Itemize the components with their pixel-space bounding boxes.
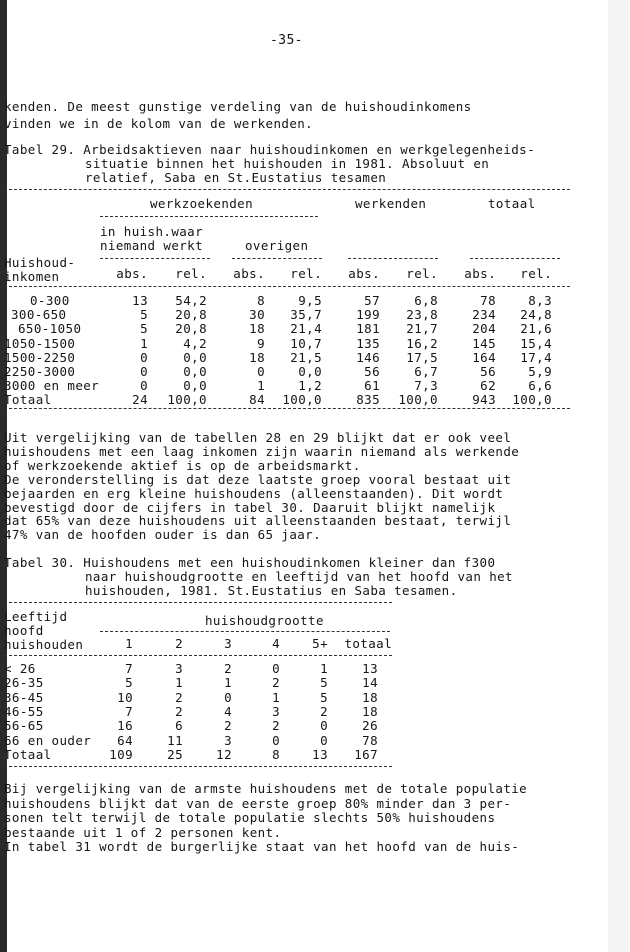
column-header: 5+: [312, 636, 328, 651]
table-cell: 30: [249, 307, 265, 323]
paragraph-line: dat 65% van deze huishoudens uit alleenstaanden bestaat, terwijl: [4, 513, 512, 529]
table-cell: 0: [224, 689, 232, 705]
table-cell: 146: [356, 349, 380, 365]
table-cell: 18: [249, 321, 265, 337]
paragraph-line: kenden. De meest gunstige verdeling van de huishoudinkomens: [4, 99, 472, 114]
table-cell: 2: [224, 661, 232, 676]
table-cell: 10,7: [290, 335, 322, 351]
table30-caption: huishouden, 1981. St.Eustatius en Saba tesamen.: [85, 583, 458, 598]
table-cell: 100,0: [167, 392, 207, 408]
table-cell: 0: [320, 732, 328, 748]
table-cell: 57: [364, 293, 380, 308]
column-header: totaal: [344, 636, 392, 651]
table-cell: 13: [312, 746, 328, 762]
paragraph-line: bestaande uit 1 of 2 personen kent.: [4, 824, 282, 840]
table-cell: 5,9: [528, 364, 552, 379]
column-header: abs.: [464, 266, 496, 281]
table-cell: 64: [117, 732, 133, 748]
table-cell: 5: [140, 307, 148, 323]
table-rule: [4, 408, 570, 409]
table-rule: [470, 258, 560, 259]
paragraph-line: bejaarden en erg kleine huishoudens (alleenstaanden). Dit wordt: [4, 485, 504, 501]
table-rule: [4, 189, 570, 190]
table-cell: 3: [224, 732, 232, 748]
table-cell: 1,2: [298, 378, 322, 394]
table30-caption: Tabel 30. Huishoudens met een huishoudinkomen kleiner dan f300: [4, 555, 496, 570]
paragraph-line: huishoudens met een laag inkomen zijn waarin niemand als werkende: [4, 443, 520, 459]
table29-caption: relatief, Saba en St.Eustatius tesamen: [85, 170, 387, 185]
table-cell: 1: [257, 378, 265, 394]
table-cell: 9,5: [298, 293, 322, 308]
row-header: huishouden: [4, 637, 84, 652]
table-cell: 16,2: [406, 335, 438, 351]
row-label: 1050-1500: [4, 335, 76, 351]
table-rule: [348, 258, 438, 259]
table-cell: 0,0: [298, 364, 322, 379]
table-cell: 23,8: [406, 307, 438, 323]
table-cell: 54,2: [175, 293, 207, 308]
table-cell: 0: [320, 718, 328, 734]
table-rule: [4, 602, 392, 603]
table-cell: 145: [472, 335, 496, 351]
table-cell: 15,4: [520, 335, 552, 351]
table-cell: 18: [362, 689, 378, 705]
row-label: 3000 en meer: [4, 378, 100, 394]
table-cell: 7: [125, 703, 133, 719]
table-cell: 0: [140, 364, 148, 379]
table-cell: 14: [362, 675, 378, 691]
table-cell: 0: [272, 732, 280, 748]
column-group-header: werkenden: [355, 196, 427, 211]
table29-caption: situatie binnen het huishouden in 1981. Absoluut en: [85, 156, 490, 171]
paragraph-line: of werkzoekende aktief is op de arbeidsmarkt.: [4, 457, 361, 473]
table29-caption: Tabel 29. Arbeidsaktieven naar huishoudinkomen en werkgelegenheids-: [4, 142, 536, 157]
table-cell: 2: [224, 718, 232, 734]
table-cell: 24,8: [520, 307, 552, 323]
table-cell: 84: [249, 392, 265, 408]
paragraph-line: De veronderstelling is dat deze laatste groep vooral bestaat uit: [4, 471, 512, 487]
table-cell: 7: [125, 661, 133, 676]
table-cell: 62: [480, 378, 496, 394]
table-cell: 8,3: [528, 293, 552, 308]
table-cell: 2: [175, 689, 183, 705]
table-cell: 0,0: [183, 349, 207, 365]
table-cell: 1: [224, 675, 232, 691]
table-cell: 2: [272, 718, 280, 734]
table-cell: 25: [167, 746, 183, 762]
table-cell: 6,8: [414, 293, 438, 308]
table-cell: 11: [167, 732, 183, 748]
table-cell: 24: [132, 392, 148, 408]
row-label: 56-65: [4, 718, 44, 734]
table-cell: 21,4: [290, 321, 322, 337]
table-cell: 12: [216, 746, 232, 762]
table-cell: 16: [117, 718, 133, 734]
table-cell: 35,7: [290, 307, 322, 323]
row-label: 36-45: [4, 689, 44, 705]
table30-caption: naar huishoudgrootte en leeftijd van het hoofd van het: [85, 569, 513, 584]
column-sub-header: niemand werkt: [100, 238, 204, 253]
table-cell: 3: [175, 661, 183, 676]
row-label: 1500-2250: [4, 349, 76, 365]
table-cell: 20,8: [175, 307, 207, 323]
table-cell: 0: [140, 378, 148, 394]
table-cell: 0: [257, 364, 265, 379]
table-cell: 0,0: [183, 378, 207, 394]
table-cell: 100,0: [282, 392, 322, 408]
row-label: 66 en ouder: [4, 732, 92, 748]
table-cell: 8: [257, 293, 265, 308]
table-cell: 2: [272, 675, 280, 691]
column-header: abs.: [348, 266, 380, 281]
paragraph-line: bevestigd door de cijfers in tabel 30. Daaruit blijkt namelijk: [4, 499, 496, 515]
table-cell: 943: [472, 392, 496, 408]
table-cell: 0,0: [183, 364, 207, 379]
table-cell: 164: [472, 349, 496, 365]
table-cell: 835: [356, 392, 380, 408]
table-cell: 5: [320, 675, 328, 691]
row-label: < 26: [4, 661, 36, 676]
table-cell: 78: [362, 732, 378, 748]
table-cell: 2: [175, 703, 183, 719]
table-cell: 5: [140, 321, 148, 337]
row-label: Totaal: [4, 746, 52, 762]
table-cell: 5: [320, 689, 328, 705]
table-rule: [4, 655, 392, 656]
table-cell: 199: [356, 307, 380, 323]
table-cell: 8: [272, 746, 280, 762]
column-header: rel.: [175, 266, 207, 281]
table-cell: 17,5: [406, 349, 438, 365]
table-cell: 204: [472, 321, 496, 337]
paragraph-line: In tabel 31 wordt de burgerlijke staat van het hoofd van de huis-: [4, 839, 520, 855]
row-label: 26-35: [4, 675, 44, 691]
table-cell: 3: [272, 703, 280, 719]
table-cell: 0: [140, 349, 148, 365]
table-cell: 10: [117, 689, 133, 705]
table-cell: 5: [125, 675, 133, 691]
table-cell: 13: [132, 293, 148, 308]
table-cell: 6,6: [528, 378, 552, 394]
paragraph-line: vinden we in de kolom van de werkenden.: [4, 116, 314, 131]
table-cell: 9: [257, 335, 265, 351]
table-cell: 100,0: [398, 392, 438, 408]
column-header: 4: [272, 636, 280, 651]
row-header: inkomen: [4, 269, 60, 284]
table-cell: 1: [320, 661, 328, 676]
column-header: rel.: [406, 266, 438, 281]
table-cell: 234: [472, 307, 496, 323]
table-rule: [100, 216, 318, 217]
paragraph-line: huishoudens blijkt dat van de eerste groep 80% minder dan 3 per-: [4, 795, 512, 811]
paragraph-line: Bij vergelijking van de armste huishoudens met de totale populatie: [4, 781, 528, 796]
table-cell: 17,4: [520, 349, 552, 365]
table-rule: [232, 258, 322, 259]
table-cell: 18: [362, 703, 378, 719]
table-cell: 56: [364, 364, 380, 379]
table-cell: 1: [175, 675, 183, 691]
page-number: -35-: [270, 33, 303, 48]
row-label: 2250-3000: [4, 364, 76, 379]
table-cell: 21,5: [290, 349, 322, 365]
row-label: Totaal: [4, 392, 52, 408]
column-header: rel.: [290, 266, 322, 281]
table-cell: 21,7: [406, 321, 438, 337]
column-header: rel.: [520, 266, 552, 281]
column-header: abs.: [116, 266, 148, 281]
column-group-header: werkzoekenden: [150, 196, 254, 211]
table-cell: 0: [272, 661, 280, 676]
table-cell: 135: [356, 335, 380, 351]
row-label: 0-300: [30, 293, 70, 308]
table-rule: [4, 286, 570, 287]
table-cell: 78: [480, 293, 496, 308]
table-cell: 100,0: [512, 392, 552, 408]
table-cell: 56: [480, 364, 496, 379]
table-cell: 1: [140, 335, 148, 351]
table-cell: 20,8: [175, 321, 207, 337]
paragraph-line: sonen telt terwijl de totale populatie slechts 50% huishoudens: [4, 810, 496, 826]
column-group-header: huishoudgrootte: [205, 613, 324, 628]
table-cell: 2: [320, 703, 328, 719]
table-rule: [100, 258, 210, 259]
row-header: Huishoud-: [4, 255, 76, 270]
table-cell: 1: [272, 689, 280, 705]
table-cell: 13: [362, 661, 378, 676]
row-header: Leeftijd: [4, 609, 68, 624]
table-cell: 181: [356, 321, 380, 337]
table-rule: [4, 766, 392, 767]
table-cell: 7,3: [414, 378, 438, 394]
paragraph-line: 47% van de hoofden ouder is dan 65 jaar.: [4, 527, 322, 543]
table-cell: 6: [175, 718, 183, 734]
column-group-header: totaal: [488, 196, 536, 211]
table-cell: 4,2: [183, 335, 207, 351]
paragraph-line: Uit vergelijking van de tabellen 28 en 29 blijkt dat er ook veel: [4, 430, 512, 445]
row-label: 650-1050: [18, 321, 82, 337]
table-cell: 4: [224, 703, 232, 719]
table-cell: 21,6: [520, 321, 552, 337]
table-cell: 61: [364, 378, 380, 394]
row-label: 46-55: [4, 703, 44, 719]
table-cell: 109: [109, 746, 133, 762]
table-cell: 18: [249, 349, 265, 365]
table-cell: 167: [354, 746, 378, 762]
column-header: 1: [125, 636, 133, 651]
column-sub-header: in huish.waar: [100, 224, 204, 239]
table-cell: 26: [362, 718, 378, 734]
table-cell: 6,7: [414, 364, 438, 379]
column-header: 2: [175, 636, 183, 651]
column-sub-header: overigen: [245, 238, 309, 253]
column-header: 3: [224, 636, 232, 651]
column-header: abs.: [233, 266, 265, 281]
scan-margin: [608, 0, 630, 952]
row-label: 300-650: [11, 307, 67, 323]
table-rule: [100, 631, 390, 632]
row-header: hoofd: [4, 623, 44, 638]
